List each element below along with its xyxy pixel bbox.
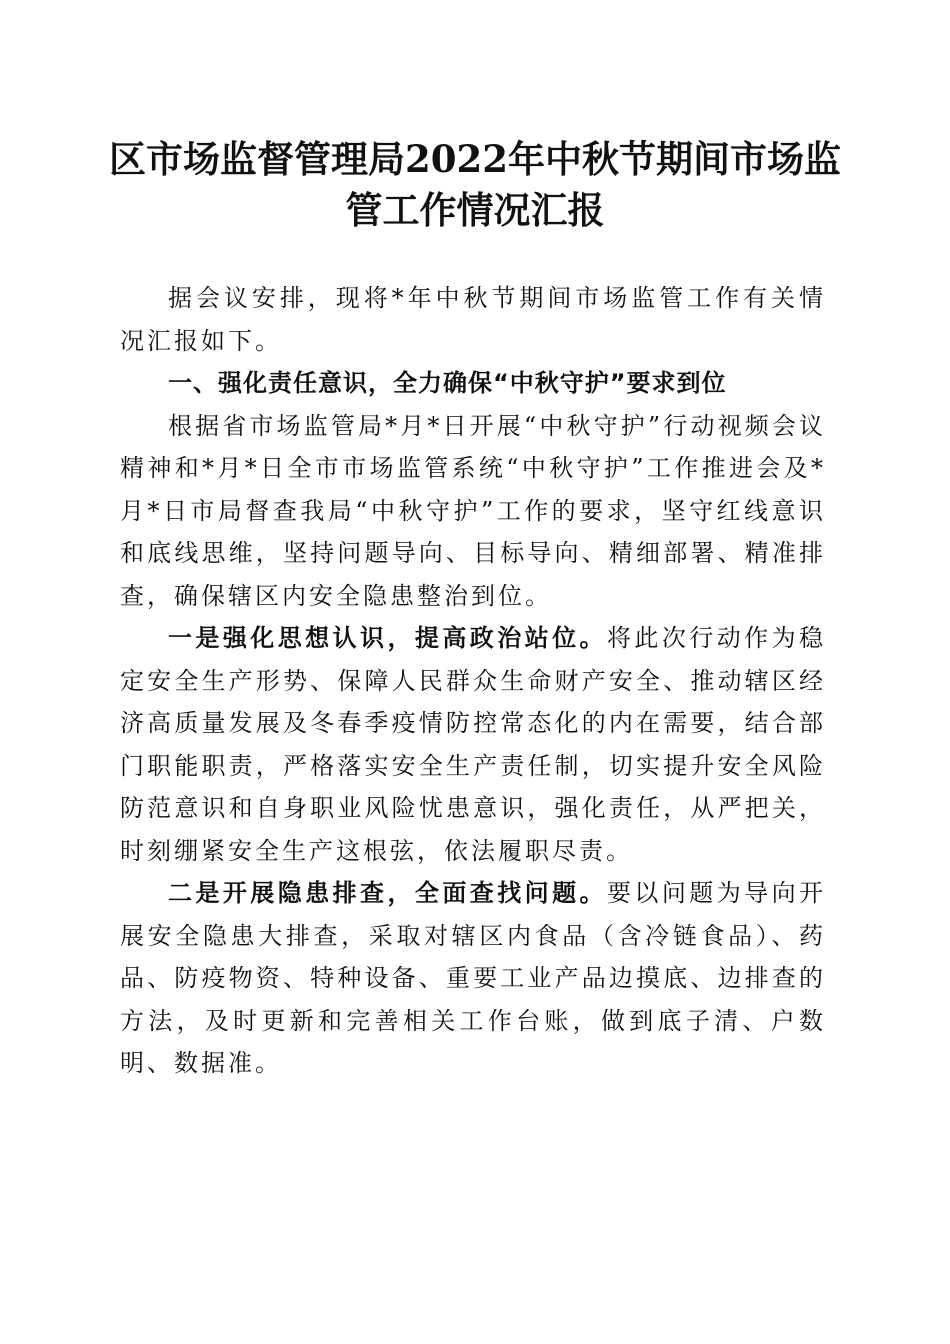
title-line-2: 管工作情况汇报 (345, 188, 605, 232)
point-2-body: 要以问题为导向开展安全隐患大排查，采取对辖区内食品（含冷链食品）、药品、防疫物资、特种设备、重要工业产品边摸底、边排查的方法，及时更新和完善相关工作台账，做到底子清、户数明、数据准。 (120, 879, 827, 1077)
section-1-paragraph: 根据省市场监管局*月*日开展“中秋守护”行动视频会议精神和*月*日全市市场监管系统“中秋守护”工作推进会及*月*日市局督查我局“中秋守护”工作的要求，坚守红线意识和底线思维，坚持问题导向、目标导向、精细部署、精准排查，确保辖区内安全隐患整治到位。 (120, 411, 826, 610)
intro-paragraph: 据会议安排，现将*年中秋节期间市场监管工作有关情况汇报如下。 (120, 284, 826, 355)
document-body (120, 277, 826, 1085)
point-2-lead: 二是开展隐患排查，全面查找问题。 (168, 878, 607, 907)
point-1-lead: 一是强化思想认识，提高政治站位。 (168, 623, 607, 652)
document-title (100, 134, 850, 236)
title-line-1: 区市场监督管理局2022年中秋节期间市场监 (109, 137, 841, 181)
point-1-paragraph (120, 617, 826, 872)
point-1-body: 将此次行动作为稳定安全生产形势、保障人民群众生命财产安全、推动辖区经济高质量发展及冬春季疫情防控常态化的内在需要，结合部门职能职责，严格落实安全生产责任制，切实提升安全风险防范意识和自身职业风险忧患意识，强化责任，从严把关，时刻绷紧安全生产这根弦，依法履职尽责。 (120, 624, 827, 865)
point-2-paragraph (120, 872, 826, 1085)
section-1-heading: 一、强化责任意识，全力确保“中秋守护”要求到位 (168, 369, 727, 397)
